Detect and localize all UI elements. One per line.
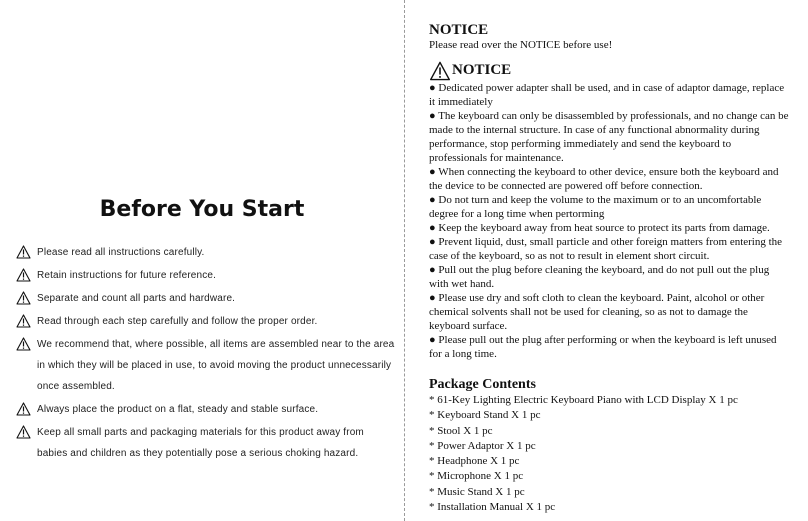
notice-item: ● Prevent liquid, dust, small particle and other foreign matters from entering the case of the keyboard, so as not to result in element short circuit.: [429, 236, 783, 262]
warning-triangle-icon: [16, 291, 31, 305]
package-item: * Keyboard Stand X 1 pc: [429, 409, 541, 422]
instruction-item: [16, 422, 396, 464]
instruction-item: [16, 311, 396, 332]
instruction-text: Please read all instructions carefully.: [37, 247, 205, 258]
instruction-text: Keep all small parts and packaging materials for this product away from babies and children as they potentially pose a serious choking hazard.: [37, 427, 364, 459]
warning-triangle-icon: [16, 337, 31, 351]
instruction-text: Separate and count all parts and hardware.: [37, 293, 236, 304]
package-contents-title: Package Contents: [429, 377, 536, 392]
notice-subtitle: Please read over the NOTICE before use!: [429, 39, 613, 51]
instruction-item: [16, 265, 396, 286]
notice-list: [429, 81, 791, 361]
warning-triangle-icon: [16, 268, 31, 282]
instruction-text: Always place the product on a flat, steady and stable surface.: [37, 404, 319, 415]
package-item: * 61-Key Lighting Electric Keyboard Piano with LCD Display X 1 pc: [429, 394, 738, 406]
notice-item: ● Please use dry and soft cloth to clean the keyboard. Paint, alcohol or other chemical solvents shall not be used for cleaning, so as not to damage the keyboard surface.: [429, 292, 765, 332]
instruction-item: [16, 334, 396, 397]
warning-triangle-icon: [429, 61, 451, 81]
instruction-item: [16, 288, 396, 309]
package-item: * Headphone X 1 pc: [429, 455, 520, 468]
notice-heading: [429, 59, 791, 81]
warning-triangle-icon: [16, 314, 31, 328]
notice-item: ● Do not turn and keep the volume to the maximum or to an uncomfortable degree for a long time when pertorming: [429, 194, 762, 220]
notice-heading-text: NOTICE: [452, 62, 512, 78]
notice-item: ● Please pull out the plug after performing or when the keyboard is left unused for a long time.: [429, 334, 777, 360]
notice-item: ● Pull out the plug before cleaning the keyboard, and do not pull out the plug with wet hand.: [429, 264, 770, 290]
instruction-text: Read through each step carefully and follow the proper order.: [37, 316, 318, 327]
package-item: * Stool X 1 pc: [429, 424, 493, 437]
notice-title: NOTICE: [429, 22, 489, 38]
instruction-text: Retain instructions for future reference.: [37, 270, 217, 281]
notice-item: ● Keep the keyboard away from heat source to protect its parts from damage.: [429, 222, 770, 234]
instruction-text: We recommend that, where possible, all items are assembled near to the area in which they will be placed in use, to avoid moving the product unnecessarily once assembled.: [37, 339, 395, 392]
package-item: * Installation Manual X 1 pc: [429, 501, 556, 514]
notice-item: ● When connecting the keyboard to other device, ensure both the keyboard and the device to be connected are powered off before connection.: [429, 166, 779, 192]
notice-item: ● Dedicated power adapter shall be used, and in case of adaptor damage, replace it immediately: [429, 82, 785, 108]
notice-item: ● The keyboard can only be disassembled by professionals, and no change can be made to the internal structure. In case of any functional abnormality during performance, stop performing immediately and send the keyboard to professionals for maintenance.: [429, 110, 789, 164]
package-contents-list: [429, 393, 791, 515]
instruction-item: [16, 242, 396, 263]
instruction-item: [16, 399, 396, 420]
package-item: * Microphone X 1 pc: [429, 470, 524, 483]
warning-triangle-icon: [16, 245, 31, 259]
instruction-list: [16, 242, 396, 466]
before-you-start-title: Before You Start: [99, 197, 305, 222]
warning-triangle-icon: [16, 402, 31, 416]
warning-triangle-icon: [16, 425, 31, 439]
package-item: * Power Adaptor X 1 pc: [429, 439, 536, 452]
right-page: [405, 0, 808, 521]
package-item: * Music Stand X 1 pc: [429, 485, 525, 498]
